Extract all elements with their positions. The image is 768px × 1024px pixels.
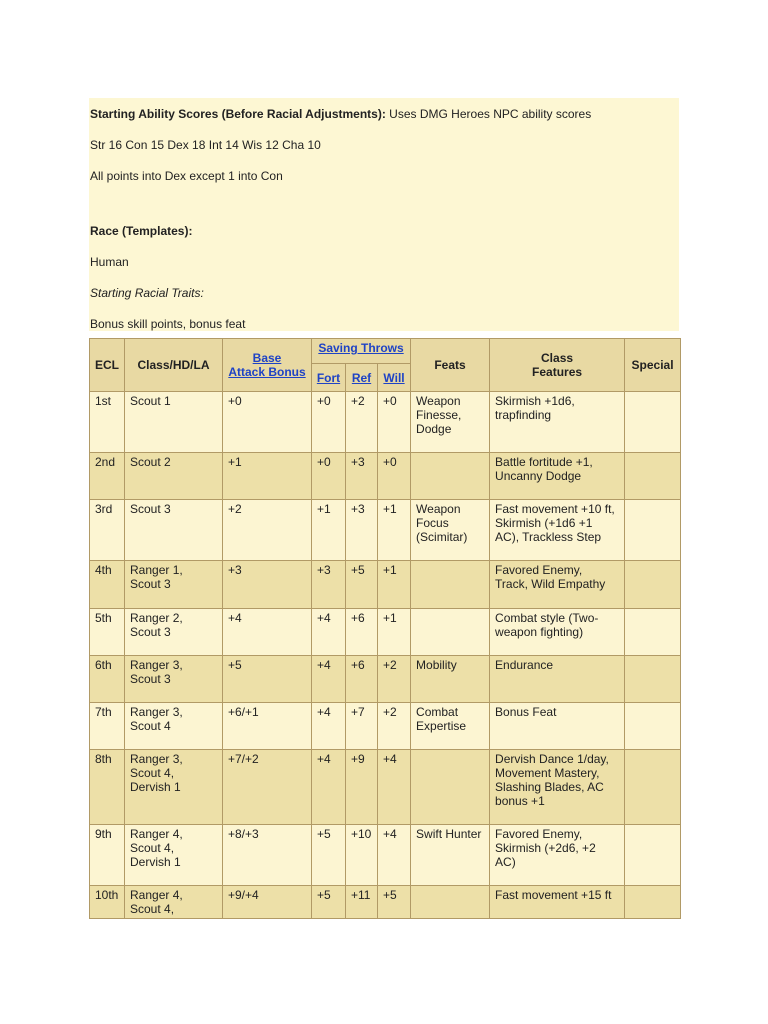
ecl-cell: 8th [90,750,125,825]
table-row [90,392,681,453]
class-features-cell-line: Fast movement +15 ft [495,888,612,902]
class-features-cell [490,609,625,656]
ref-cell: +9 [346,750,378,825]
will-link[interactable]: Will [383,370,405,385]
bab-cell: +9/+4 [223,886,312,919]
header-ecl: ECL [90,339,125,392]
special-cell [625,825,681,886]
class-cell-line: Ranger 3, [130,658,183,672]
will-cell: +0 [378,453,411,500]
ability-scores-values: Str 16 Con 15 Dex 18 Int 14 Wis 12 Cha 10 [90,138,321,152]
header-feats: Feats [411,339,490,392]
class-features-cell [490,500,625,561]
attack-bonus-link[interactable]: Attack Bonus [228,365,306,379]
table-row [90,500,681,561]
saving-throws-link[interactable]: Saving Throws [318,341,404,355]
bab-cell: +6/+1 [223,703,312,750]
bab-cell: +8/+3 [223,825,312,886]
bab-cell: +7/+2 [223,750,312,825]
class-cell-line: Scout 3 [130,577,171,591]
ref-link[interactable]: Ref [351,370,372,385]
feats-cell-line: Mobility [416,658,457,672]
ecl-cell: 6th [90,656,125,703]
class-cell [125,825,223,886]
ecl-cell: 10th [90,886,125,919]
class-cell-line: Ranger 2, [130,611,183,625]
class-cell-line: Scout 4, [130,841,175,855]
feats-cell [411,453,490,500]
fort-cell: +0 [312,453,346,500]
class-cell-line: Dervish 1 [130,855,181,869]
class-cell-line: Dervish 1 [130,780,181,794]
racial-traits-value: Bonus skill points, bonus feat [90,317,246,331]
ecl-cell: 5th [90,609,125,656]
class-features-cell-line: Favored Enemy, [495,563,583,577]
ref-cell: +7 [346,703,378,750]
class-cell-line: Ranger 4, [130,827,183,841]
class-cell [125,500,223,561]
ability-scores-heading: Starting Ability Scores (Before Racial Adjustments): [90,107,386,121]
class-features-cell [490,392,625,453]
race-heading: Race (Templates): [90,224,193,238]
base-link[interactable]: Base [252,351,282,365]
ecl-cell: 3rd [90,500,125,561]
feats-cell [411,886,490,919]
feats-cell [411,656,490,703]
special-cell [625,750,681,825]
feats-cell [411,703,490,750]
table-row [90,609,681,656]
will-cell: +1 [378,561,411,609]
will-cell: +4 [378,750,411,825]
feats-cell-line: Focus [416,516,449,530]
class-features-cell [490,750,625,825]
class-cell-line: Scout 4, [130,902,175,916]
feats-cell-line: Combat [416,705,459,719]
class-cell [125,392,223,453]
header-saving-throws [312,339,411,364]
feats-cell [411,500,490,561]
header-will [378,364,411,392]
fort-cell: +4 [312,609,346,656]
class-features-cell-line: Combat style (Two- [495,611,599,625]
class-features-cell [490,703,625,750]
table-row [90,453,681,500]
header-fort [312,364,346,392]
bab-cell: +0 [223,392,312,453]
class-cell [125,609,223,656]
feats-cell-line: Weapon [416,394,461,408]
ref-cell: +6 [346,609,378,656]
ref-cell: +2 [346,392,378,453]
feats-cell [411,561,490,609]
special-cell [625,703,681,750]
class-cell-line: Scout 2 [130,455,171,469]
ecl-cell: 1st [90,392,125,453]
class-cell-line: Ranger 3, [130,705,183,719]
table-row [90,750,681,825]
header-class: Class/HD/LA [125,339,223,392]
class-features-cell [490,825,625,886]
special-cell [625,392,681,453]
class-features-cell-line: bonus +1 [495,794,545,808]
will-cell: +1 [378,609,411,656]
will-cell: +1 [378,500,411,561]
class-cell-line: Scout 3 [130,672,171,686]
will-cell: +2 [378,656,411,703]
feats-cell-line: Dodge [416,422,452,436]
table-row [90,886,681,919]
class-cell-line: Scout 4, [130,766,175,780]
special-cell [625,561,681,609]
class-cell-line: Scout 3 [130,625,171,639]
progression-rows [90,392,681,919]
class-features-cell [490,886,625,919]
ecl-cell: 4th [90,561,125,609]
ecl-cell: 2nd [90,453,125,500]
fort-cell: +0 [312,392,346,453]
ref-cell: +3 [346,453,378,500]
class-features-cell [490,453,625,500]
class-cell [125,886,223,919]
class-features-cell-line: Fast movement +10 ft, [495,502,615,516]
class-features-cell [490,561,625,609]
class-cell-line: Scout 1 [130,394,171,408]
feats-cell-line: Weapon [416,502,461,516]
ability-scores-line [90,107,591,121]
class-cell [125,561,223,609]
ecl-cell: 9th [90,825,125,886]
race-value: Human [90,255,129,269]
table-row [90,656,681,703]
special-cell [625,500,681,561]
feats-cell [411,750,490,825]
ecl-cell: 7th [90,703,125,750]
class-cell-line: Scout 3 [130,502,171,516]
ref-cell: +3 [346,500,378,561]
special-cell [625,656,681,703]
will-cell: +5 [378,886,411,919]
class-features-cell-line: Track, Wild Empathy [495,577,606,591]
special-cell [625,453,681,500]
feats-cell-line: Finesse, [416,408,462,422]
will-cell: +0 [378,392,411,453]
class-features-cell-line: AC) [495,855,516,869]
will-cell: +4 [378,825,411,886]
bab-cell: +4 [223,609,312,656]
class-features-cell-line: Skirmish +1d6, [495,394,575,408]
feats-cell [411,392,490,453]
table-row [90,561,681,609]
class-features-cell-line: Slashing Blades, AC [495,780,604,794]
class-features-cell [490,656,625,703]
fort-cell: +5 [312,886,346,919]
class-features-cell-line: Uncanny Dodge [495,469,582,483]
class-features-cell-line: Endurance [495,658,554,672]
fort-cell: +3 [312,561,346,609]
class-cell-line: Ranger 4, [130,888,183,902]
feats-cell [411,825,490,886]
feats-cell-line: Expertise [416,719,467,733]
table-row [90,825,681,886]
class-cell-line: Ranger 1, [130,563,183,577]
special-cell [625,609,681,656]
special-cell [625,886,681,919]
fort-cell: +4 [312,656,346,703]
fort-cell: +4 [312,703,346,750]
racial-traits-heading: Starting Racial Traits: [90,286,204,300]
class-cell [125,750,223,825]
class-features-cell-line: Bonus Feat [495,705,557,719]
class-cell-line: Scout 4 [130,719,171,733]
class-features-cell-line: Battle fortitude +1, [495,455,593,469]
level-progression-table [89,338,681,919]
fort-cell: +1 [312,500,346,561]
class-cell [125,656,223,703]
feats-cell-line: (Scimitar) [416,530,468,544]
bab-cell: +5 [223,656,312,703]
feats-cell-line: Swift Hunter [416,827,482,841]
bab-cell: +1 [223,453,312,500]
ref-cell: +11 [346,886,378,919]
class-cell [125,453,223,500]
class-features-cell-line: AC), Trackless Step [495,530,602,544]
class-features-cell-line: Skirmish (+2d6, +2 [495,841,596,855]
ability-scores-source: Uses DMG Heroes NPC ability scores [385,107,592,121]
bab-cell: +3 [223,561,312,609]
class-features-cell-line: Favored Enemy, [495,827,583,841]
feats-cell [411,609,490,656]
class-features-cell-line: weapon fighting) [495,625,584,639]
point-allocation: All points into Dex except 1 into Con [90,169,283,183]
ref-cell: +6 [346,656,378,703]
fort-link[interactable]: Fort [316,370,341,385]
class-cell-line: Ranger 3, [130,752,183,766]
build-notes [89,98,679,331]
header-base-attack-bonus [223,339,312,392]
header-ref [346,364,378,392]
class-features-cell-line: trapfinding [495,408,552,422]
fort-cell: +4 [312,750,346,825]
table-row [90,703,681,750]
bab-cell: +2 [223,500,312,561]
header-special: Special [625,339,681,392]
header-class-features: Class Features [490,339,625,392]
will-cell: +2 [378,703,411,750]
class-features-cell-line: Dervish Dance 1/day, [495,752,609,766]
ref-cell: +5 [346,561,378,609]
class-features-cell-line: Movement Mastery, [495,766,600,780]
class-features-cell-line: Skirmish (+1d6 +1 [495,516,593,530]
class-cell [125,703,223,750]
ref-cell: +10 [346,825,378,886]
fort-cell: +5 [312,825,346,886]
